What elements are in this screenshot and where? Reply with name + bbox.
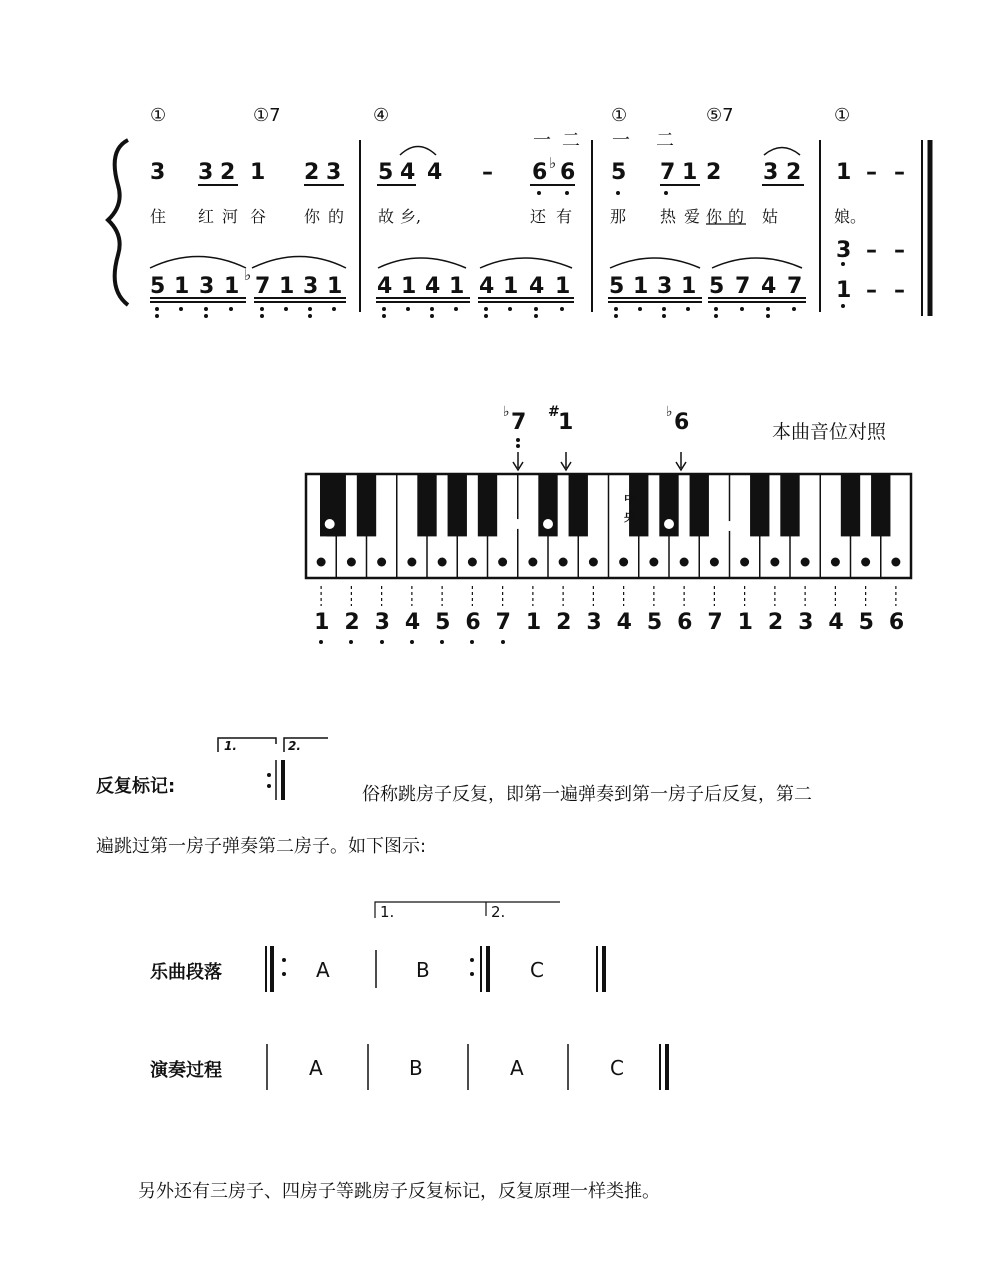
bass-note: – — [894, 238, 905, 263]
bass-note: 1 — [327, 274, 343, 299]
finger-mark: 一 — [612, 130, 630, 151]
segment: A — [316, 958, 330, 982]
white-key-dot — [801, 558, 810, 567]
black-key-dot — [325, 519, 335, 529]
white-key-dot — [407, 558, 416, 567]
white-key-dot — [649, 558, 658, 567]
lyric: 你 — [706, 207, 723, 226]
bass-note: 1 — [555, 274, 571, 299]
lyric: 热 — [660, 207, 677, 226]
white-key-dot — [528, 558, 537, 567]
note: 6 — [532, 160, 548, 185]
black-key — [448, 474, 467, 536]
black-key — [569, 474, 588, 536]
accidental: ♭ — [666, 404, 673, 420]
note: 2 — [706, 160, 722, 185]
black-key-dot — [664, 519, 674, 529]
note: 3 — [326, 160, 342, 185]
finger-mark: 二 — [562, 130, 580, 151]
bass-note: 1 — [224, 274, 240, 299]
keyboard-note: 6 — [888, 610, 905, 635]
lyric: 红 — [198, 207, 215, 226]
black-key — [417, 474, 436, 536]
keyboard-note: 6 — [677, 610, 693, 635]
center-c-label: 中央 — [624, 492, 637, 524]
low-octave-dot — [410, 640, 414, 644]
note: 3 — [150, 160, 166, 185]
black-key — [478, 474, 497, 536]
white-key-dot — [377, 558, 386, 567]
note: 6 — [560, 160, 576, 185]
flat-sign: ♭ — [244, 266, 252, 284]
chord-marker: ①7 — [253, 105, 281, 126]
lyric: 那 — [610, 207, 627, 226]
note: 2 — [220, 160, 236, 185]
lyric: 娘。 — [834, 207, 867, 226]
keyboard-note: 3 — [374, 610, 390, 635]
note: 3 — [763, 160, 779, 185]
white-key-dot — [680, 558, 689, 567]
note: 3 — [198, 160, 214, 185]
keyboard-note: 2 — [556, 610, 572, 635]
footer-note: 另外还有三房子、四房子等跳房子反复标记，反复原理一样类推。 — [138, 1181, 660, 1202]
lyric: 故 — [378, 207, 395, 226]
lyric: 的 — [328, 207, 345, 226]
keyboard-title: 本曲音位对照 — [772, 421, 887, 443]
bass-note: 5 — [609, 274, 625, 299]
flat-sign: ♭ — [549, 154, 557, 172]
chord-marker: ① — [611, 105, 628, 126]
bass-note: – — [894, 278, 905, 303]
keyboard-note: 4 — [828, 610, 844, 635]
white-key-dot — [770, 558, 779, 567]
marker-note: 7 — [511, 410, 527, 435]
keyboard-note: 4 — [616, 610, 632, 635]
lyric: 有 — [556, 207, 573, 226]
chord-marker: ① — [150, 105, 167, 126]
chord-marker: ⑤7 — [706, 105, 734, 126]
note: 1 — [682, 160, 698, 185]
note: 7 — [660, 160, 676, 185]
white-key-dot — [468, 558, 477, 567]
segment: A — [510, 1056, 524, 1080]
note: 4 — [400, 160, 416, 185]
white-key-dot — [861, 558, 870, 567]
keyboard-note: 5 — [646, 610, 663, 635]
black-key-dot — [543, 519, 553, 529]
low-octave-dot — [380, 640, 384, 644]
keyboard-note: 1 — [737, 610, 753, 635]
white-key-dot — [347, 558, 356, 567]
keyboard-note: 1 — [525, 610, 542, 635]
segment: C — [530, 958, 544, 982]
bass-note: 1 — [279, 274, 295, 299]
bass-note: 7 — [787, 274, 803, 299]
bass-note: 1 — [401, 274, 417, 299]
black-key-dot — [513, 519, 523, 529]
chord-marker: ④ — [373, 105, 390, 126]
marker-note: 6 — [674, 410, 690, 435]
accidental: # — [548, 404, 560, 420]
volta-2: 2. — [288, 739, 301, 753]
bass-note: 4 — [479, 274, 495, 299]
black-key — [750, 474, 769, 536]
bass-note: 1 — [449, 274, 465, 299]
bass-note: 3 — [303, 274, 319, 299]
black-key — [357, 474, 376, 536]
note: 2 — [304, 160, 320, 185]
repeat-description-1: 俗称跳房子反复，即第一遍弹奏到第一房子后反复，第二 — [362, 784, 812, 805]
keyboard-note: 3 — [586, 610, 602, 635]
note: – — [866, 160, 877, 185]
bass-note: 1 — [503, 274, 519, 299]
note: 5 — [378, 160, 394, 185]
keyboard-note: 3 — [798, 610, 814, 635]
white-key-dot — [619, 558, 628, 567]
keyboard-note: 1 — [314, 610, 330, 635]
bass-note: 3 — [199, 274, 215, 299]
bass-note: 3 — [657, 274, 673, 299]
lyric: 的 — [728, 207, 745, 226]
keyboard-note: 7 — [495, 610, 511, 635]
note: 1 — [250, 160, 266, 185]
repeat-label: 反复标记: — [96, 776, 176, 797]
white-key-dot — [710, 558, 719, 567]
lyric: 谷 — [250, 207, 267, 226]
white-key-dot — [498, 558, 507, 567]
bass-note: 7 — [735, 274, 751, 299]
chord-marker: ① — [834, 105, 851, 126]
bass-note: – — [866, 238, 877, 263]
keyboard-note: 5 — [858, 610, 874, 635]
segment: B — [409, 1056, 423, 1080]
white-key-dot — [559, 558, 568, 567]
black-key — [871, 474, 890, 536]
lyric: 乡, — [400, 207, 422, 226]
white-key-dot — [831, 558, 840, 567]
lyric: 爱 — [684, 207, 701, 226]
bass-note: 5 — [150, 274, 166, 299]
keyboard-note: 2 — [767, 610, 784, 635]
note: 1 — [836, 160, 852, 185]
lyric: 姑 — [762, 207, 779, 226]
note: 2 — [786, 160, 802, 185]
bass-note: 4 — [761, 274, 777, 299]
repeat-symbol — [200, 730, 340, 805]
segment: C — [610, 1056, 624, 1080]
bass-note: 5 — [709, 274, 725, 299]
black-key — [841, 474, 860, 536]
bass-note: 4 — [377, 274, 393, 299]
white-key-dot — [891, 558, 900, 567]
note: 4 — [427, 160, 443, 185]
accidental: ♭ — [503, 404, 510, 420]
black-key — [690, 474, 709, 536]
low-octave-dot — [501, 640, 505, 644]
bass-note: 3 — [836, 238, 852, 263]
diagram-volta-2: 2. — [491, 903, 506, 921]
bass-note: 7 — [255, 274, 271, 299]
keyboard-note: 7 — [707, 610, 723, 635]
segment: A — [309, 1056, 323, 1080]
bass-note: 1 — [174, 274, 190, 299]
white-key-dot — [740, 558, 749, 567]
lyric: 还 — [530, 207, 547, 226]
bass-note: 4 — [529, 274, 545, 299]
keyboard-note: 4 — [404, 610, 421, 635]
keyboard-note: 2 — [344, 610, 360, 635]
white-key-dot — [589, 558, 598, 567]
diagram-volta-1: 1. — [380, 903, 395, 921]
keyboard-note: 6 — [465, 610, 481, 635]
finger-mark: 二 — [656, 130, 674, 151]
bass-note: 1 — [633, 274, 649, 299]
bass-note: 1 — [836, 278, 852, 303]
repeat-description-2: 遍跳过第一房子弹奏第二房子。如下图示: — [96, 836, 427, 857]
marker-note: 1 — [558, 410, 574, 435]
lyric: 河 — [222, 207, 239, 226]
volta-1: 1. — [224, 739, 237, 753]
row-label-segments: 乐曲段落 — [150, 962, 222, 983]
note: – — [482, 160, 493, 185]
segment: B — [416, 958, 430, 982]
black-key-dot — [725, 521, 735, 531]
lyric: 住 — [150, 207, 167, 226]
bass-note: – — [866, 278, 877, 303]
row-label-process: 演奏过程 — [150, 1060, 222, 1081]
note: 5 — [611, 160, 627, 185]
white-key-dot — [317, 558, 326, 567]
bass-note: 4 — [425, 274, 441, 299]
keyboard-note: 5 — [435, 610, 451, 635]
white-key-dot — [438, 558, 447, 567]
black-key — [780, 474, 799, 536]
finger-mark: 一 — [533, 130, 551, 151]
bass-note: 1 — [681, 274, 697, 299]
note: – — [894, 160, 905, 185]
lyric: 你 — [304, 207, 321, 226]
